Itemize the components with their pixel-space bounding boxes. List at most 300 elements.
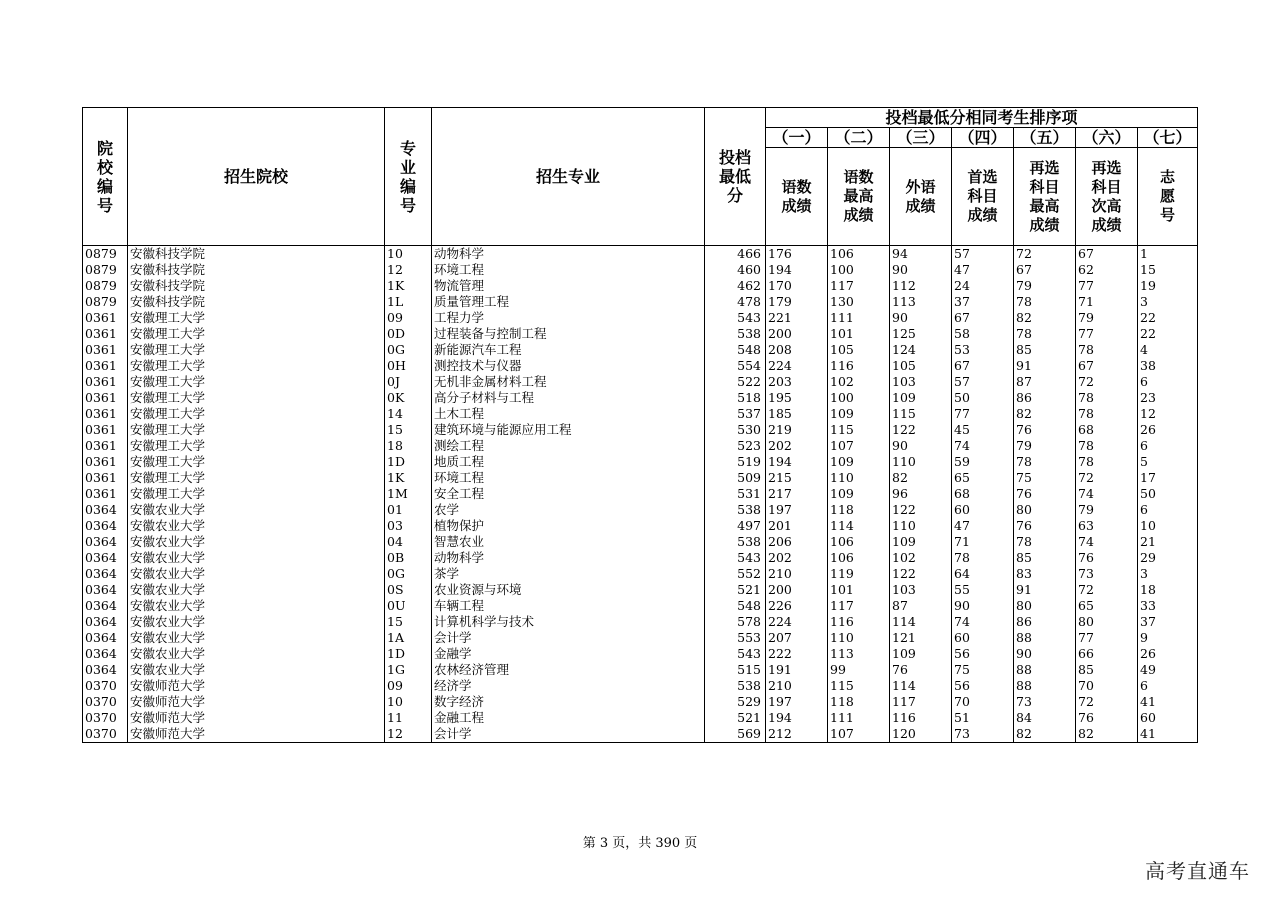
cell-sort-6: 78 xyxy=(1076,390,1138,406)
cell-sort-6: 76 xyxy=(1076,550,1138,566)
cell-sort-1: 195 xyxy=(766,390,828,406)
cell-sort-5: 76 xyxy=(1014,422,1076,438)
cell-sort-3: 105 xyxy=(890,358,952,374)
cell-sort-5: 79 xyxy=(1014,438,1076,454)
cell-sort-2: 111 xyxy=(828,710,890,726)
cell-sort-1: 212 xyxy=(766,726,828,743)
table-row xyxy=(83,646,1198,662)
cell-sort-1: 226 xyxy=(766,598,828,614)
cell-school-code: 0364 xyxy=(83,630,128,646)
cell-sort-7: 60 xyxy=(1138,710,1198,726)
cell-sort-5: 88 xyxy=(1014,678,1076,694)
cell-school-code: 0879 xyxy=(83,246,128,263)
cell-major-code: 10 xyxy=(385,694,432,710)
cell-major-name: 新能源汽车工程 xyxy=(432,342,705,358)
cell-sort-2: 111 xyxy=(828,310,890,326)
cell-sort-5: 82 xyxy=(1014,310,1076,326)
cell-sort-1: 224 xyxy=(766,614,828,630)
cell-min-score: 530 xyxy=(705,422,766,438)
cell-min-score: 553 xyxy=(705,630,766,646)
cell-sort-7: 3 xyxy=(1138,294,1198,310)
cell-major-name: 工程力学 xyxy=(432,310,705,326)
table-row xyxy=(83,630,1198,646)
cell-school-name: 安徽理工大学 xyxy=(128,470,385,486)
cell-sort-4: 75 xyxy=(952,662,1014,678)
cell-school-name: 安徽理工大学 xyxy=(128,358,385,374)
cell-sort-7: 4 xyxy=(1138,342,1198,358)
cell-school-code: 0364 xyxy=(83,502,128,518)
table-row xyxy=(83,454,1198,470)
cell-sort-6: 65 xyxy=(1076,598,1138,614)
cell-sort-7: 22 xyxy=(1138,326,1198,342)
cell-sort-5: 78 xyxy=(1014,534,1076,550)
cell-sort-5: 83 xyxy=(1014,566,1076,582)
cell-sort-2: 119 xyxy=(828,566,890,582)
cell-school-code: 0879 xyxy=(83,294,128,310)
cell-sort-4: 78 xyxy=(952,550,1014,566)
header-sort-label-7: 志愿号 xyxy=(1138,148,1198,246)
header-sort-label-1: 语数成绩 xyxy=(766,148,828,246)
cell-school-name: 安徽科技学院 xyxy=(128,294,385,310)
cell-sort-2: 105 xyxy=(828,342,890,358)
cell-sort-2: 100 xyxy=(828,262,890,278)
table-row xyxy=(83,358,1198,374)
cell-major-name: 动物科学 xyxy=(432,246,705,263)
cell-major-code: 0G xyxy=(385,566,432,582)
cell-sort-7: 21 xyxy=(1138,534,1198,550)
cell-major-code: 09 xyxy=(385,678,432,694)
cell-sort-5: 86 xyxy=(1014,614,1076,630)
cell-sort-1: 207 xyxy=(766,630,828,646)
cell-major-code: 0U xyxy=(385,598,432,614)
cell-school-name: 安徽理工大学 xyxy=(128,374,385,390)
cell-school-name: 安徽农业大学 xyxy=(128,534,385,550)
cell-sort-2: 106 xyxy=(828,246,890,263)
cell-major-name: 测绘工程 xyxy=(432,438,705,454)
cell-sort-7: 3 xyxy=(1138,566,1198,582)
table-row xyxy=(83,614,1198,630)
cell-school-code: 0879 xyxy=(83,262,128,278)
cell-sort-7: 1 xyxy=(1138,246,1198,263)
cell-school-name: 安徽理工大学 xyxy=(128,390,385,406)
cell-sort-5: 88 xyxy=(1014,662,1076,678)
watermark-text: 高考直通车 xyxy=(1145,859,1250,883)
cell-sort-6: 78 xyxy=(1076,454,1138,470)
cell-major-code: 0G xyxy=(385,342,432,358)
cell-school-name: 安徽师范大学 xyxy=(128,694,385,710)
cell-sort-6: 66 xyxy=(1076,646,1138,662)
cell-sort-6: 73 xyxy=(1076,566,1138,582)
cell-sort-5: 90 xyxy=(1014,646,1076,662)
cell-school-code: 0361 xyxy=(83,342,128,358)
cell-sort-1: 222 xyxy=(766,646,828,662)
cell-min-score: 523 xyxy=(705,438,766,454)
cell-min-score: 538 xyxy=(705,678,766,694)
cell-school-name: 安徽农业大学 xyxy=(128,614,385,630)
cell-major-name: 动物科学 xyxy=(432,550,705,566)
cell-sort-4: 50 xyxy=(952,390,1014,406)
cell-major-name: 环境工程 xyxy=(432,262,705,278)
cell-sort-1: 185 xyxy=(766,406,828,422)
cell-school-code: 0361 xyxy=(83,358,128,374)
cell-major-code: 1D xyxy=(385,646,432,662)
cell-school-name: 安徽科技学院 xyxy=(128,246,385,263)
cell-sort-7: 6 xyxy=(1138,678,1198,694)
cell-sort-6: 67 xyxy=(1076,358,1138,374)
cell-major-name: 智慧农业 xyxy=(432,534,705,550)
header-sort-num-2: （二） xyxy=(828,128,890,148)
cell-school-code: 0361 xyxy=(83,326,128,342)
cell-min-score: 509 xyxy=(705,470,766,486)
cell-sort-6: 77 xyxy=(1076,278,1138,294)
cell-major-code: 18 xyxy=(385,438,432,454)
cell-sort-7: 23 xyxy=(1138,390,1198,406)
cell-min-score: 462 xyxy=(705,278,766,294)
cell-sort-3: 122 xyxy=(890,502,952,518)
cell-sort-5: 76 xyxy=(1014,486,1076,502)
cell-school-name: 安徽理工大学 xyxy=(128,310,385,326)
cell-sort-7: 10 xyxy=(1138,518,1198,534)
cell-major-code: 0J xyxy=(385,374,432,390)
cell-major-code: 01 xyxy=(385,502,432,518)
cell-min-score: 552 xyxy=(705,566,766,582)
cell-sort-1: 215 xyxy=(766,470,828,486)
cell-sort-6: 78 xyxy=(1076,438,1138,454)
cell-sort-4: 74 xyxy=(952,614,1014,630)
cell-sort-6: 78 xyxy=(1076,342,1138,358)
cell-sort-1: 217 xyxy=(766,486,828,502)
cell-sort-4: 56 xyxy=(952,678,1014,694)
cell-major-code: 04 xyxy=(385,534,432,550)
cell-major-name: 金融学 xyxy=(432,646,705,662)
cell-sort-2: 107 xyxy=(828,726,890,743)
cell-school-code: 0370 xyxy=(83,710,128,726)
cell-sort-1: 210 xyxy=(766,566,828,582)
cell-sort-1: 224 xyxy=(766,358,828,374)
cell-sort-3: 124 xyxy=(890,342,952,358)
cell-major-code: 1D xyxy=(385,454,432,470)
cell-sort-6: 79 xyxy=(1076,310,1138,326)
cell-sort-6: 78 xyxy=(1076,406,1138,422)
cell-major-name: 农业资源与环境 xyxy=(432,582,705,598)
cell-sort-3: 122 xyxy=(890,566,952,582)
cell-sort-4: 68 xyxy=(952,486,1014,502)
cell-sort-7: 5 xyxy=(1138,454,1198,470)
table-row xyxy=(83,326,1198,342)
table-row xyxy=(83,342,1198,358)
cell-major-code: 0B xyxy=(385,550,432,566)
cell-sort-2: 110 xyxy=(828,630,890,646)
header-sort-num-1: （一） xyxy=(766,128,828,148)
cell-major-name: 农学 xyxy=(432,502,705,518)
cell-sort-5: 67 xyxy=(1014,262,1076,278)
cell-major-name: 质量管理工程 xyxy=(432,294,705,310)
cell-sort-3: 125 xyxy=(890,326,952,342)
cell-major-code: 1K xyxy=(385,278,432,294)
cell-sort-2: 130 xyxy=(828,294,890,310)
cell-sort-7: 50 xyxy=(1138,486,1198,502)
cell-sort-4: 47 xyxy=(952,262,1014,278)
cell-sort-4: 57 xyxy=(952,374,1014,390)
header-sort-label-2: 语数最高成绩 xyxy=(828,148,890,246)
cell-sort-2: 118 xyxy=(828,502,890,518)
cell-min-score: 519 xyxy=(705,454,766,470)
table-row xyxy=(83,582,1198,598)
cell-sort-2: 101 xyxy=(828,326,890,342)
table-row xyxy=(83,694,1198,710)
table-row xyxy=(83,278,1198,294)
cell-sort-3: 110 xyxy=(890,518,952,534)
cell-sort-2: 109 xyxy=(828,406,890,422)
cell-sort-5: 79 xyxy=(1014,278,1076,294)
cell-sort-6: 85 xyxy=(1076,662,1138,678)
cell-major-code: 0K xyxy=(385,390,432,406)
cell-major-name: 茶学 xyxy=(432,566,705,582)
cell-sort-2: 117 xyxy=(828,278,890,294)
cell-sort-6: 80 xyxy=(1076,614,1138,630)
cell-sort-3: 120 xyxy=(890,726,952,743)
cell-sort-5: 85 xyxy=(1014,550,1076,566)
cell-sort-5: 78 xyxy=(1014,326,1076,342)
cell-sort-3: 90 xyxy=(890,310,952,326)
cell-min-score: 578 xyxy=(705,614,766,630)
cell-min-score: 478 xyxy=(705,294,766,310)
cell-school-name: 安徽科技学院 xyxy=(128,262,385,278)
cell-major-name: 金融工程 xyxy=(432,710,705,726)
cell-sort-3: 90 xyxy=(890,262,952,278)
cell-min-score: 531 xyxy=(705,486,766,502)
cell-sort-5: 86 xyxy=(1014,390,1076,406)
cell-min-score: 548 xyxy=(705,598,766,614)
cell-sort-2: 109 xyxy=(828,454,890,470)
cell-major-name: 安全工程 xyxy=(432,486,705,502)
cell-major-name: 土木工程 xyxy=(432,406,705,422)
table-row xyxy=(83,518,1198,534)
cell-sort-5: 91 xyxy=(1014,582,1076,598)
cell-major-name: 高分子材料与工程 xyxy=(432,390,705,406)
cell-school-name: 安徽科技学院 xyxy=(128,278,385,294)
cell-sort-1: 200 xyxy=(766,582,828,598)
cell-sort-1: 203 xyxy=(766,374,828,390)
header-sort-num-3: （三） xyxy=(890,128,952,148)
cell-school-code: 0364 xyxy=(83,598,128,614)
cell-sort-4: 65 xyxy=(952,470,1014,486)
cell-sort-1: 179 xyxy=(766,294,828,310)
cell-sort-7: 49 xyxy=(1138,662,1198,678)
cell-sort-7: 26 xyxy=(1138,422,1198,438)
cell-major-name: 植物保护 xyxy=(432,518,705,534)
cell-min-score: 543 xyxy=(705,310,766,326)
cell-school-name: 安徽师范大学 xyxy=(128,678,385,694)
cell-sort-3: 121 xyxy=(890,630,952,646)
cell-sort-3: 76 xyxy=(890,662,952,678)
cell-sort-5: 82 xyxy=(1014,726,1076,743)
cell-sort-4: 47 xyxy=(952,518,1014,534)
cell-school-code: 0364 xyxy=(83,662,128,678)
cell-min-score: 497 xyxy=(705,518,766,534)
cell-major-name: 数字经济 xyxy=(432,694,705,710)
cell-sort-6: 68 xyxy=(1076,422,1138,438)
cell-min-score: 460 xyxy=(705,262,766,278)
cell-sort-7: 6 xyxy=(1138,374,1198,390)
cell-sort-1: 208 xyxy=(766,342,828,358)
cell-sort-3: 103 xyxy=(890,582,952,598)
cell-sort-1: 201 xyxy=(766,518,828,534)
cell-min-score: 569 xyxy=(705,726,766,743)
cell-sort-3: 114 xyxy=(890,678,952,694)
cell-min-score: 537 xyxy=(705,406,766,422)
cell-major-name: 经济学 xyxy=(432,678,705,694)
cell-sort-3: 109 xyxy=(890,534,952,550)
cell-major-code: 15 xyxy=(385,422,432,438)
cell-school-code: 0364 xyxy=(83,518,128,534)
cell-major-code: 0S xyxy=(385,582,432,598)
cell-school-name: 安徽理工大学 xyxy=(128,422,385,438)
cell-school-name: 安徽农业大学 xyxy=(128,582,385,598)
cell-sort-6: 74 xyxy=(1076,534,1138,550)
cell-major-name: 车辆工程 xyxy=(432,598,705,614)
cell-school-code: 0361 xyxy=(83,374,128,390)
cell-sort-3: 82 xyxy=(890,470,952,486)
cell-sort-1: 191 xyxy=(766,662,828,678)
cell-sort-5: 88 xyxy=(1014,630,1076,646)
cell-sort-3: 117 xyxy=(890,694,952,710)
cell-min-score: 538 xyxy=(705,326,766,342)
cell-school-code: 0361 xyxy=(83,438,128,454)
table-row xyxy=(83,246,1198,263)
cell-major-code: 03 xyxy=(385,518,432,534)
cell-sort-2: 110 xyxy=(828,470,890,486)
cell-sort-3: 90 xyxy=(890,438,952,454)
table-row xyxy=(83,710,1198,726)
cell-school-name: 安徽理工大学 xyxy=(128,342,385,358)
cell-sort-6: 76 xyxy=(1076,710,1138,726)
cell-school-code: 0364 xyxy=(83,646,128,662)
table-row xyxy=(83,310,1198,326)
cell-school-name: 安徽师范大学 xyxy=(128,726,385,743)
cell-sort-3: 113 xyxy=(890,294,952,310)
cell-sort-4: 56 xyxy=(952,646,1014,662)
cell-sort-7: 37 xyxy=(1138,614,1198,630)
cell-min-score: 466 xyxy=(705,246,766,263)
cell-sort-2: 106 xyxy=(828,550,890,566)
cell-sort-1: 202 xyxy=(766,438,828,454)
header-sort-label-6: 再选科目次高成绩 xyxy=(1076,148,1138,246)
cell-sort-7: 6 xyxy=(1138,438,1198,454)
cell-sort-4: 67 xyxy=(952,358,1014,374)
cell-sort-5: 91 xyxy=(1014,358,1076,374)
table-row xyxy=(83,502,1198,518)
cell-sort-6: 77 xyxy=(1076,630,1138,646)
cell-school-name: 安徽理工大学 xyxy=(128,486,385,502)
table-row xyxy=(83,470,1198,486)
cell-sort-5: 82 xyxy=(1014,406,1076,422)
cell-min-score: 521 xyxy=(705,582,766,598)
cell-major-code: 1K xyxy=(385,470,432,486)
cell-major-name: 测控技术与仪器 xyxy=(432,358,705,374)
cell-sort-5: 73 xyxy=(1014,694,1076,710)
header-sort-label-5: 再选科目最高成绩 xyxy=(1014,148,1076,246)
cell-sort-3: 115 xyxy=(890,406,952,422)
cell-school-name: 安徽农业大学 xyxy=(128,566,385,582)
table-row xyxy=(83,726,1198,743)
cell-sort-7: 33 xyxy=(1138,598,1198,614)
cell-school-name: 安徽理工大学 xyxy=(128,406,385,422)
header-sort-num-5: （五） xyxy=(1014,128,1076,148)
cell-sort-7: 41 xyxy=(1138,694,1198,710)
cell-major-name: 过程装备与控制工程 xyxy=(432,326,705,342)
cell-major-code: 11 xyxy=(385,710,432,726)
cell-sort-1: 170 xyxy=(766,278,828,294)
cell-sort-5: 76 xyxy=(1014,518,1076,534)
cell-sort-7: 12 xyxy=(1138,406,1198,422)
cell-school-name: 安徽农业大学 xyxy=(128,518,385,534)
page-number: 第 3 页，共 390 页 xyxy=(582,836,698,851)
cell-sort-1: 194 xyxy=(766,262,828,278)
cell-school-code: 0370 xyxy=(83,694,128,710)
cell-major-name: 农林经济管理 xyxy=(432,662,705,678)
cell-min-score: 522 xyxy=(705,374,766,390)
cell-sort-3: 110 xyxy=(890,454,952,470)
cell-school-name: 安徽理工大学 xyxy=(128,326,385,342)
cell-sort-6: 67 xyxy=(1076,246,1138,263)
cell-sort-4: 60 xyxy=(952,502,1014,518)
cell-sort-2: 116 xyxy=(828,358,890,374)
admission-score-table xyxy=(82,107,1198,743)
cell-sort-1: 200 xyxy=(766,326,828,342)
cell-school-name: 安徽农业大学 xyxy=(128,550,385,566)
cell-sort-6: 63 xyxy=(1076,518,1138,534)
cell-sort-3: 109 xyxy=(890,390,952,406)
cell-sort-5: 75 xyxy=(1014,470,1076,486)
cell-school-code: 0361 xyxy=(83,486,128,502)
cell-school-name: 安徽理工大学 xyxy=(128,454,385,470)
cell-school-code: 0361 xyxy=(83,406,128,422)
cell-sort-5: 80 xyxy=(1014,502,1076,518)
cell-school-code: 0361 xyxy=(83,390,128,406)
cell-major-name: 计算机科学与技术 xyxy=(432,614,705,630)
cell-sort-1: 197 xyxy=(766,502,828,518)
cell-major-code: 1M xyxy=(385,486,432,502)
cell-school-name: 安徽农业大学 xyxy=(128,662,385,678)
cell-sort-3: 94 xyxy=(890,246,952,263)
cell-sort-3: 102 xyxy=(890,550,952,566)
cell-sort-1: 197 xyxy=(766,694,828,710)
cell-min-score: 521 xyxy=(705,710,766,726)
cell-min-score: 543 xyxy=(705,550,766,566)
cell-sort-4: 57 xyxy=(952,246,1014,263)
cell-sort-6: 70 xyxy=(1076,678,1138,694)
cell-sort-4: 77 xyxy=(952,406,1014,422)
cell-sort-3: 122 xyxy=(890,422,952,438)
cell-sort-7: 9 xyxy=(1138,630,1198,646)
cell-sort-2: 114 xyxy=(828,518,890,534)
table-row xyxy=(83,550,1198,566)
cell-major-name: 环境工程 xyxy=(432,470,705,486)
cell-sort-2: 109 xyxy=(828,486,890,502)
cell-sort-6: 72 xyxy=(1076,374,1138,390)
cell-sort-2: 102 xyxy=(828,374,890,390)
cell-major-code: 14 xyxy=(385,406,432,422)
cell-sort-6: 62 xyxy=(1076,262,1138,278)
header-school-name: 招生院校 xyxy=(128,108,385,246)
cell-sort-6: 72 xyxy=(1076,470,1138,486)
cell-sort-3: 114 xyxy=(890,614,952,630)
cell-sort-7: 17 xyxy=(1138,470,1198,486)
cell-school-code: 0364 xyxy=(83,534,128,550)
cell-sort-4: 53 xyxy=(952,342,1014,358)
cell-sort-4: 58 xyxy=(952,326,1014,342)
